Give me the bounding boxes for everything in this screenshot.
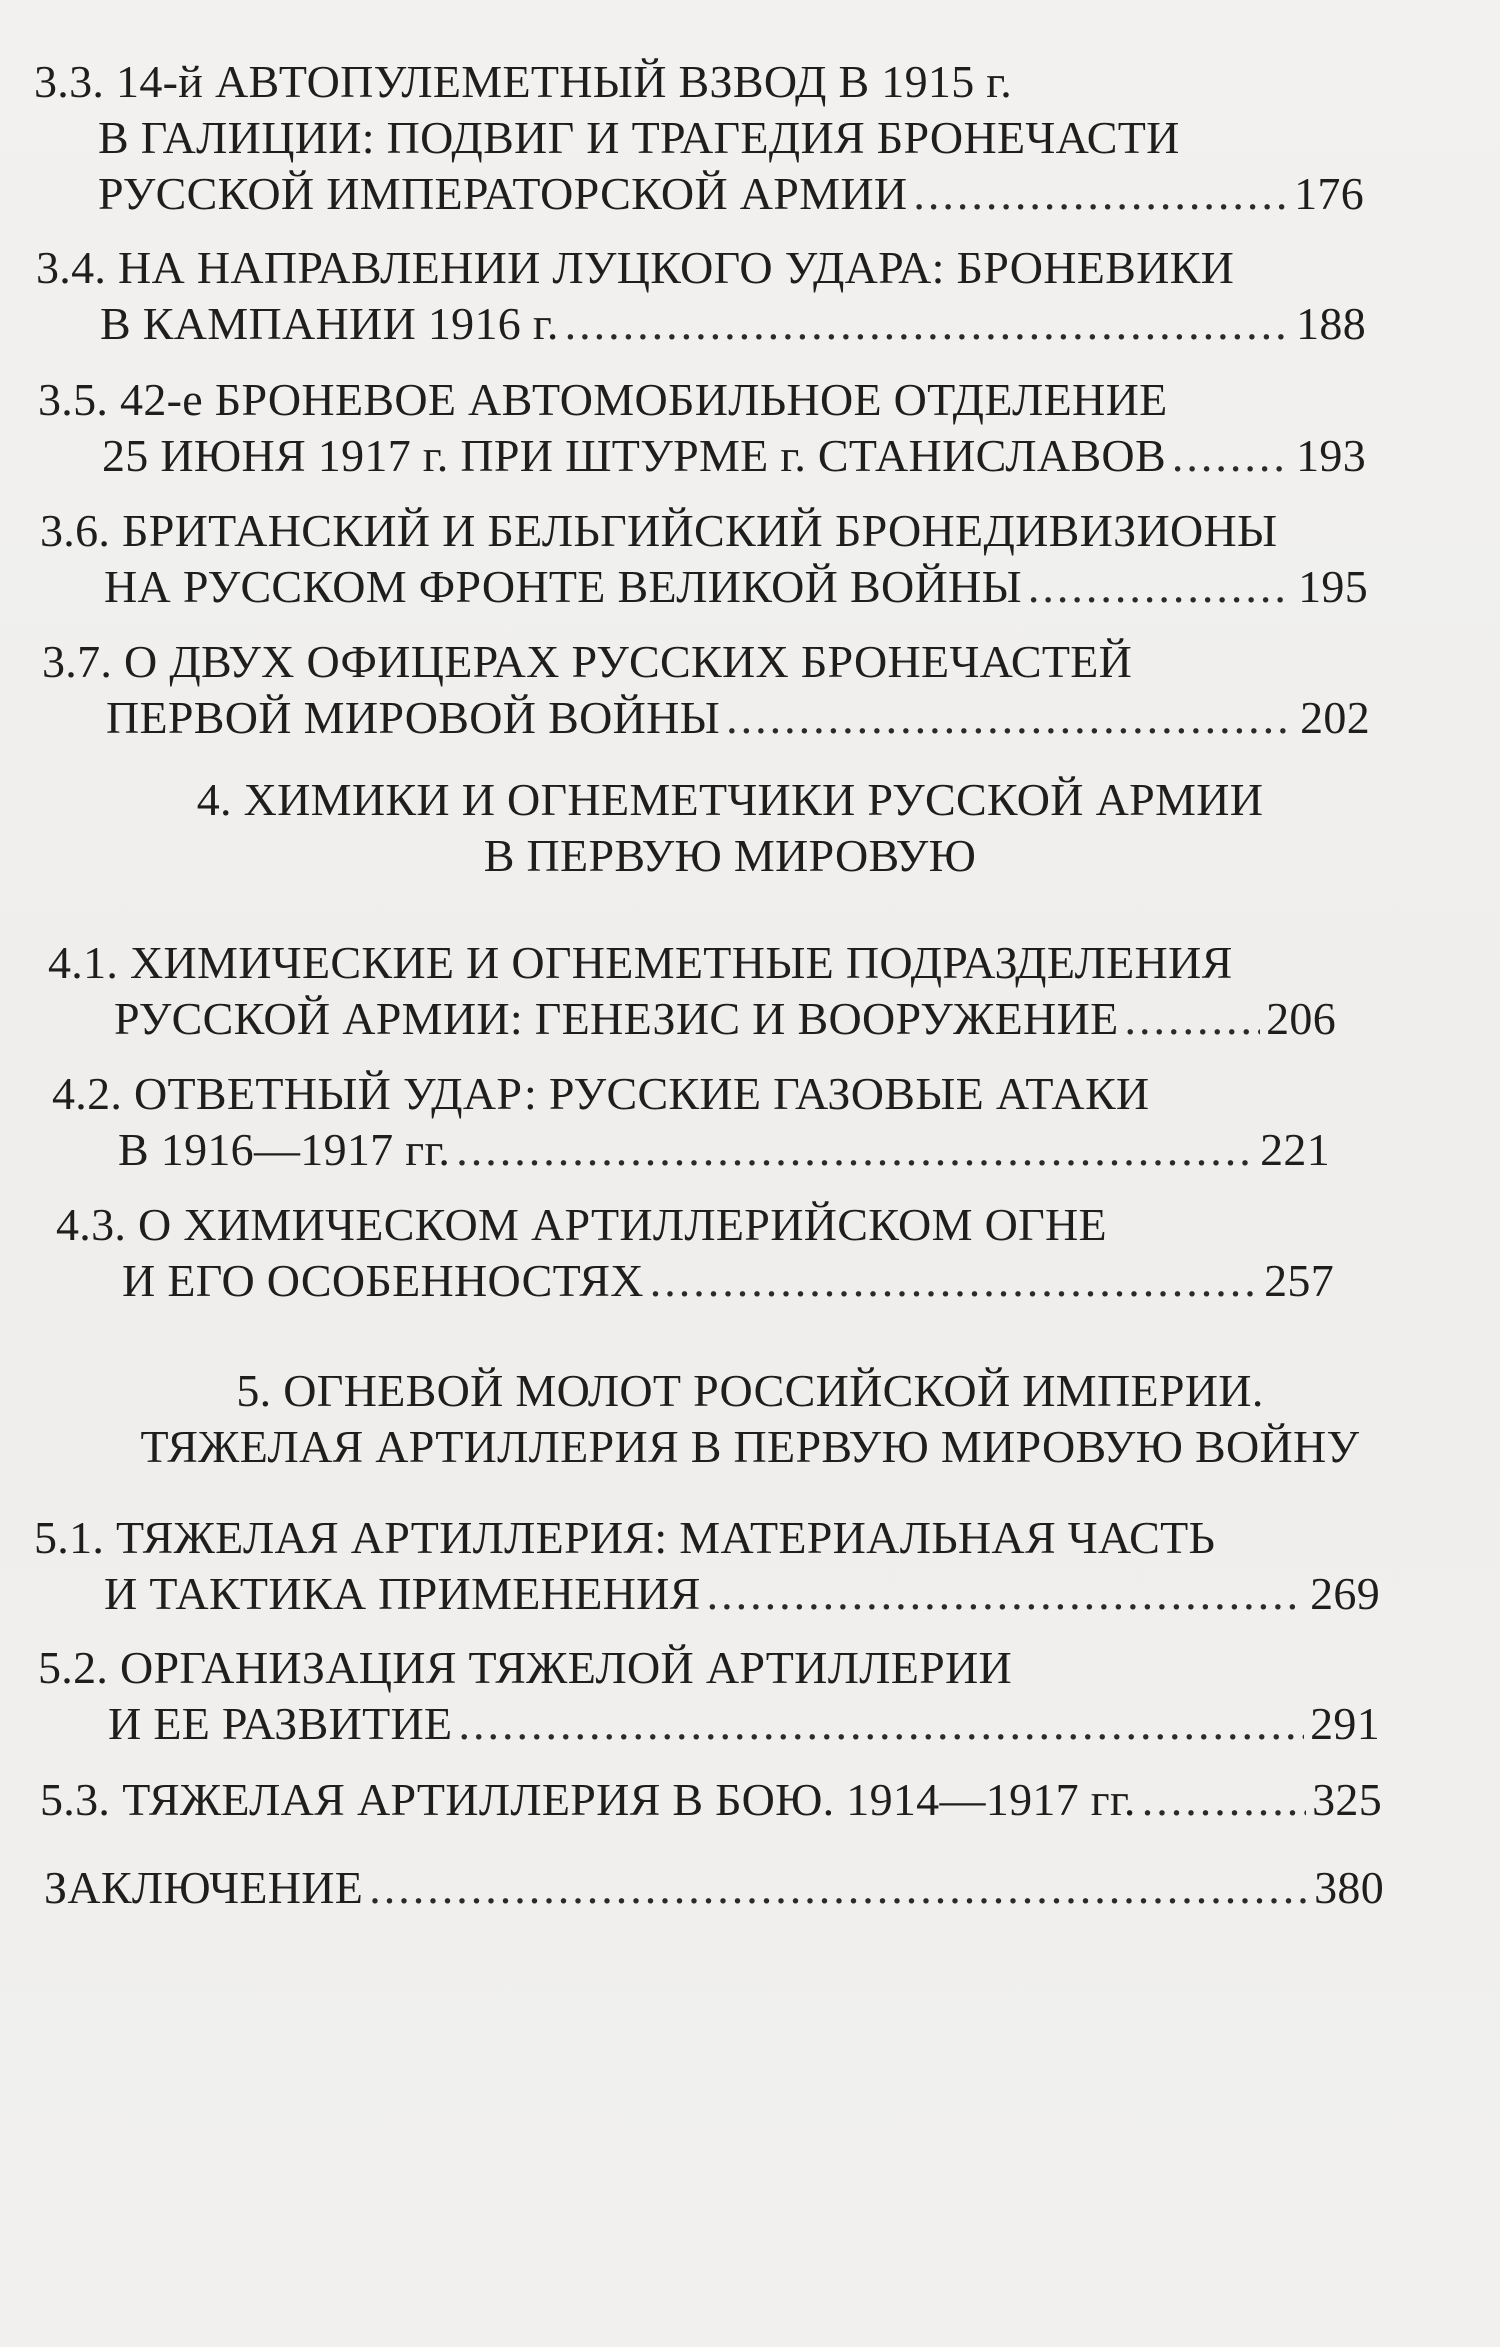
entry-title-line: И ЕЕ РАЗВИТИЕ <box>108 1698 453 1749</box>
dot-leader <box>565 296 1290 352</box>
toc-entry-conclusion <box>44 1860 1384 1916</box>
dot-leader <box>1142 1772 1306 1828</box>
entry-title-line: И ЕГО ОСОБЕННОСТЯХ <box>122 1255 644 1306</box>
page-number: 176 <box>1294 168 1364 219</box>
entry-number: 5.3. <box>40 1774 111 1825</box>
toc-entry-4-3 <box>56 1197 1334 1309</box>
page-number: 188 <box>1296 298 1366 349</box>
entry-title-line: БРИТАНСКИЙ И БЕЛЬГИЙСКИЙ БРОНЕДИВИЗИОНЫ <box>122 505 1278 556</box>
entry-title-line: РУССКОЙ АРМИИ: ГЕНЕЗИС И ВООРУЖЕНИЕ <box>114 993 1119 1044</box>
section-heading-line: В ПЕРВУЮ МИРОВУЮ <box>483 830 977 881</box>
section-heading-line: ТЯЖЕЛАЯ АРТИЛЛЕРИЯ В ПЕРВУЮ МИРОВУЮ ВОЙНУ <box>140 1421 1360 1472</box>
entry-number: 3.7. <box>42 636 113 687</box>
page-number: 380 <box>1314 1862 1384 1913</box>
entry-title-line: ОРГАНИЗАЦИЯ ТЯЖЕЛОЙ АРТИЛЛЕРИИ <box>120 1642 1013 1693</box>
page-number: 206 <box>1266 993 1336 1044</box>
page-number: 325 <box>1312 1774 1382 1825</box>
toc-entry-5-1 <box>34 1510 1380 1622</box>
entry-title-line: НА РУССКОМ ФРОНТЕ ВЕЛИКОЙ ВОЙНЫ <box>104 561 1022 612</box>
dot-leader <box>726 690 1294 746</box>
entry-title-line: ОТВЕТНЫЙ УДАР: РУССКИЕ ГАЗОВЫЕ АТАКИ <box>134 1068 1150 1119</box>
toc-entry-4-2 <box>52 1066 1330 1178</box>
entry-title-line: РУССКОЙ ИМПЕРАТОРСКОЙ АРМИИ <box>98 168 908 219</box>
entry-number: 5.2. <box>38 1642 109 1693</box>
entry-title-line: О ДВУХ ОФИЦЕРАХ РУССКИХ БРОНЕЧАСТЕЙ <box>124 636 1133 687</box>
toc-entry-3-5 <box>38 372 1366 484</box>
entry-number: 3.3. <box>34 56 105 107</box>
entry-title-line: НА НАПРАВЛЕНИИ ЛУЦКОГО УДАРА: БРОНЕВИКИ <box>118 242 1235 293</box>
dot-leader <box>369 1860 1308 1916</box>
entry-title-line: О ХИМИЧЕСКОМ АРТИЛЛЕРИЙСКОМ ОГНЕ <box>138 1199 1107 1250</box>
toc-entry-3-3 <box>34 54 1364 222</box>
page-number: 193 <box>1296 430 1366 481</box>
entry-title-line: 14-й АВТОПУЛЕМЕТНЫЙ ВЗВОД В 1915 г. <box>116 56 1013 107</box>
section-heading-line: 4. ХИМИКИ И ОГНЕМЕТЧИКИ РУССКОЙ АРМИИ <box>196 774 1264 825</box>
entry-number: 3.6. <box>40 505 111 556</box>
section-heading-line: 5. ОГНЕВОЙ МОЛОТ РОССИЙСКОЙ ИМПЕРИИ. <box>236 1365 1264 1416</box>
entry-number: 3.4. <box>36 242 107 293</box>
entry-number: 4.2. <box>52 1068 123 1119</box>
entry-title-line: В 1916—1917 гг. <box>118 1124 451 1175</box>
section-heading-4 <box>130 772 1330 884</box>
toc-entry-3-4 <box>36 240 1366 352</box>
page-number: 221 <box>1260 1124 1330 1175</box>
page-number: 257 <box>1264 1255 1334 1306</box>
toc-entry-5-3 <box>40 1772 1382 1828</box>
toc-entry-3-7 <box>42 634 1370 746</box>
dot-leader <box>458 1696 1304 1752</box>
entry-title-line: В ГАЛИЦИИ: ПОДВИГ И ТРАГЕДИЯ БРОНЕЧАСТИ <box>98 112 1180 163</box>
page-number: 291 <box>1310 1698 1380 1749</box>
section-heading-5 <box>100 1363 1400 1475</box>
dot-leader <box>1125 991 1261 1047</box>
toc-entry-3-6 <box>40 503 1368 615</box>
dot-leader <box>650 1253 1258 1309</box>
entry-title-line: И ТАКТИКА ПРИМЕНЕНИЯ <box>104 1568 701 1619</box>
entry-number: 4.1. <box>48 937 119 988</box>
entry-title-line: ТЯЖЕЛАЯ АРТИЛЛЕРИЯ: МАТЕРИАЛЬНАЯ ЧАСТЬ <box>116 1512 1216 1563</box>
entry-number: 3.5. <box>38 374 109 425</box>
entry-title-line: ТЯЖЕЛАЯ АРТИЛЛЕРИЯ В БОЮ. 1914—1917 гг. <box>122 1774 1136 1825</box>
entry-title-line: ЗАКЛЮЧЕНИЕ <box>44 1862 364 1913</box>
entry-title-line: ХИМИЧЕСКИЕ И ОГНЕМЕТНЫЕ ПОДРАЗДЕЛЕНИЯ <box>130 937 1233 988</box>
dot-leader <box>1028 559 1292 615</box>
page-number: 202 <box>1300 692 1370 743</box>
dot-leader <box>456 1122 1254 1178</box>
dot-leader <box>913 166 1288 222</box>
entry-number: 4.3. <box>56 1199 127 1250</box>
toc-entry-4-1 <box>48 935 1336 1047</box>
entry-title-line: 42-е БРОНЕВОЕ АВТОМОБИЛЬНОЕ ОТДЕЛЕНИЕ <box>120 374 1168 425</box>
toc-entry-5-2 <box>38 1640 1380 1752</box>
entry-title-line: В КАМПАНИИ 1916 г. <box>100 298 559 349</box>
page-number: 269 <box>1310 1568 1380 1619</box>
dot-leader <box>707 1566 1304 1622</box>
page-number: 195 <box>1298 561 1368 612</box>
dot-leader <box>1172 428 1290 484</box>
entry-title-line: 25 ИЮНЯ 1917 г. ПРИ ШТУРМЕ г. СТАНИСЛАВОВ <box>102 430 1166 481</box>
entry-title-line: ПЕРВОЙ МИРОВОЙ ВОЙНЫ <box>106 692 721 743</box>
entry-number: 5.1. <box>34 1512 105 1563</box>
